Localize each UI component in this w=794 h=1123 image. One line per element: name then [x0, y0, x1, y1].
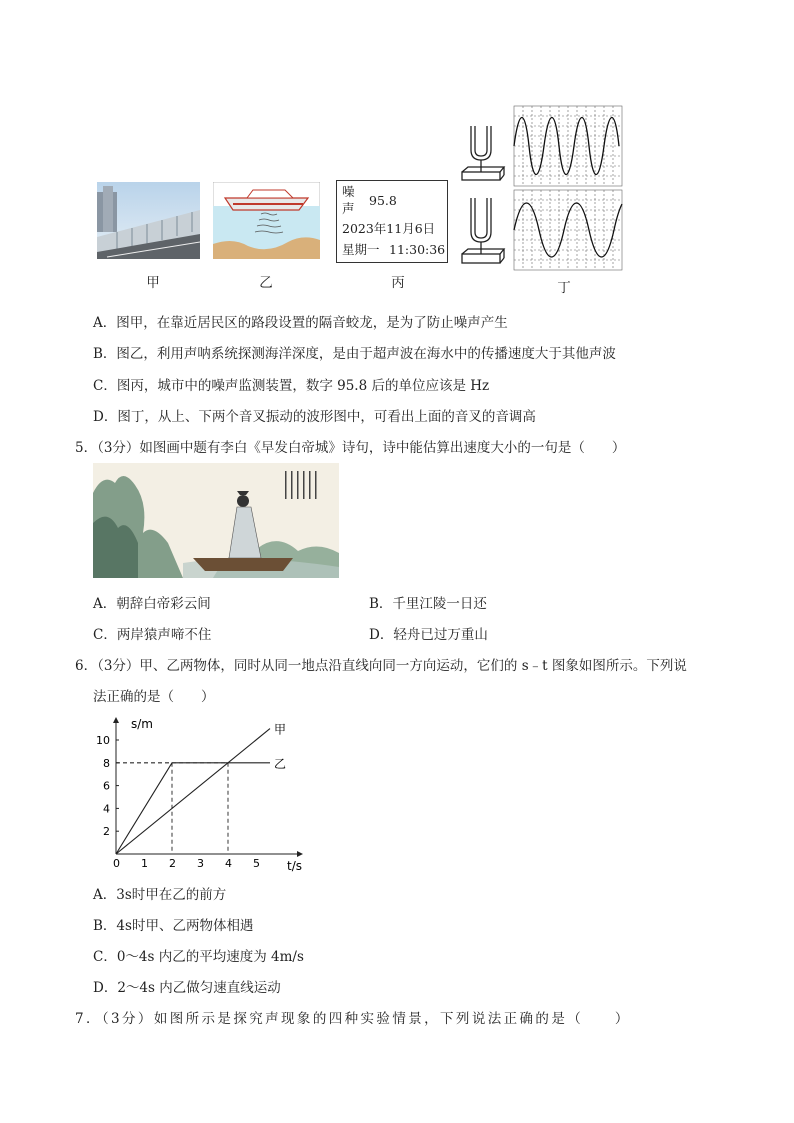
noise-value: 95.8 — [369, 193, 397, 208]
q6-stem-line2: 法正确的是（ ） — [93, 689, 215, 705]
x-tick-label: 0 — [113, 857, 120, 870]
noise-monitor-display — [336, 180, 448, 263]
q4-option-c: C．图丙，城市中的噪声监测装置，数字 95.8 后的单位应该是 Hz — [93, 378, 490, 394]
figure-bing-caption: 丙 — [391, 275, 405, 291]
q6-option-d: D．2～4s 内乙做匀速直线运动 — [93, 980, 281, 996]
q6-option-b: B．4s时甲、乙两物体相遇 — [93, 918, 254, 934]
noise-time: 11:30:36 — [389, 242, 446, 257]
q5-option-c: C．两岸猿声啼不住 — [93, 627, 212, 643]
q7-stem: 7．（3分）如图所示是探究声现象的四种实验情景，下列说法正确的是（ ） — [75, 1011, 631, 1027]
q5-option-a: A．朝辞白帝彩云间 — [93, 596, 211, 612]
series-line-jia — [116, 729, 270, 854]
q4-option-d: D．图丁，从上、下两个音叉振动的波形图中，可看出上面的音叉的音调高 — [93, 409, 536, 425]
series-label-jia: 甲 — [274, 722, 287, 737]
s-t-chart — [90, 712, 315, 877]
figure-yi-caption: 乙 — [259, 275, 273, 291]
q5-stem: 5．（3分）如图画中题有李白《早发白帝城》诗句，诗中能估算出速度大小的一句是（ ） — [75, 440, 626, 456]
sonar-ship-figure — [213, 182, 320, 259]
noise-weekday: 星期一 — [342, 242, 380, 257]
q6-stem-line1: 6．（3分）甲、乙两物体，同时从同一地点沿直线向同一方向运动，它们的 s﹣t 图象如图所示。下列说 — [75, 658, 687, 674]
figure-jia-caption: 甲 — [146, 275, 160, 291]
y-axis-label: s/m — [131, 717, 153, 731]
series-label-yi: 乙 — [274, 756, 287, 771]
x-tick-label: 5 — [253, 857, 260, 870]
y-tick-label: 2 — [103, 825, 110, 839]
x-tick-label: 3 — [197, 857, 204, 870]
x-axis-label: t/s — [287, 859, 302, 873]
y-tick-label: 6 — [103, 779, 110, 793]
q5-option-b: B．千里江陵一日还 — [369, 596, 487, 612]
figure-ding-caption: 丁 — [557, 280, 571, 296]
y-tick-label: 10 — [96, 734, 110, 747]
q6-option-a: A．3s时甲在乙的前方 — [93, 887, 227, 903]
x-tick-label: 4 — [225, 857, 232, 870]
q4-option-a: A．图甲，在靠近居民区的路段设置的隔音蛟龙，是为了防止噪声产生 — [93, 315, 508, 331]
q5-option-d: D．轻舟已过万重山 — [369, 627, 488, 643]
tuning-fork-lower-icon — [462, 198, 504, 263]
noise-char-1: 噪 — [342, 184, 355, 199]
q6-option-c: C．0～4s 内乙的平均速度为 4m/s — [93, 949, 304, 965]
y-tick-label: 8 — [103, 756, 110, 770]
x-tick-label: 1 — [141, 857, 148, 870]
noise-barrier-photo — [97, 182, 200, 259]
tuning-fork-upper-icon — [462, 126, 504, 180]
q4-option-b: B．图乙，利用声呐系统探测海洋深度，是由于超声波在海水中的传播速度大于其他声波 — [93, 346, 616, 362]
series-line-yi — [116, 763, 270, 854]
noise-date: 2023年11月6日 — [342, 221, 436, 236]
tuning-fork-waveforms — [459, 104, 624, 272]
y-tick-label: 4 — [103, 802, 110, 816]
noise-char-2: 声 — [342, 201, 355, 216]
x-tick-label: 2 — [169, 857, 176, 870]
li-bai-painting — [93, 463, 339, 578]
